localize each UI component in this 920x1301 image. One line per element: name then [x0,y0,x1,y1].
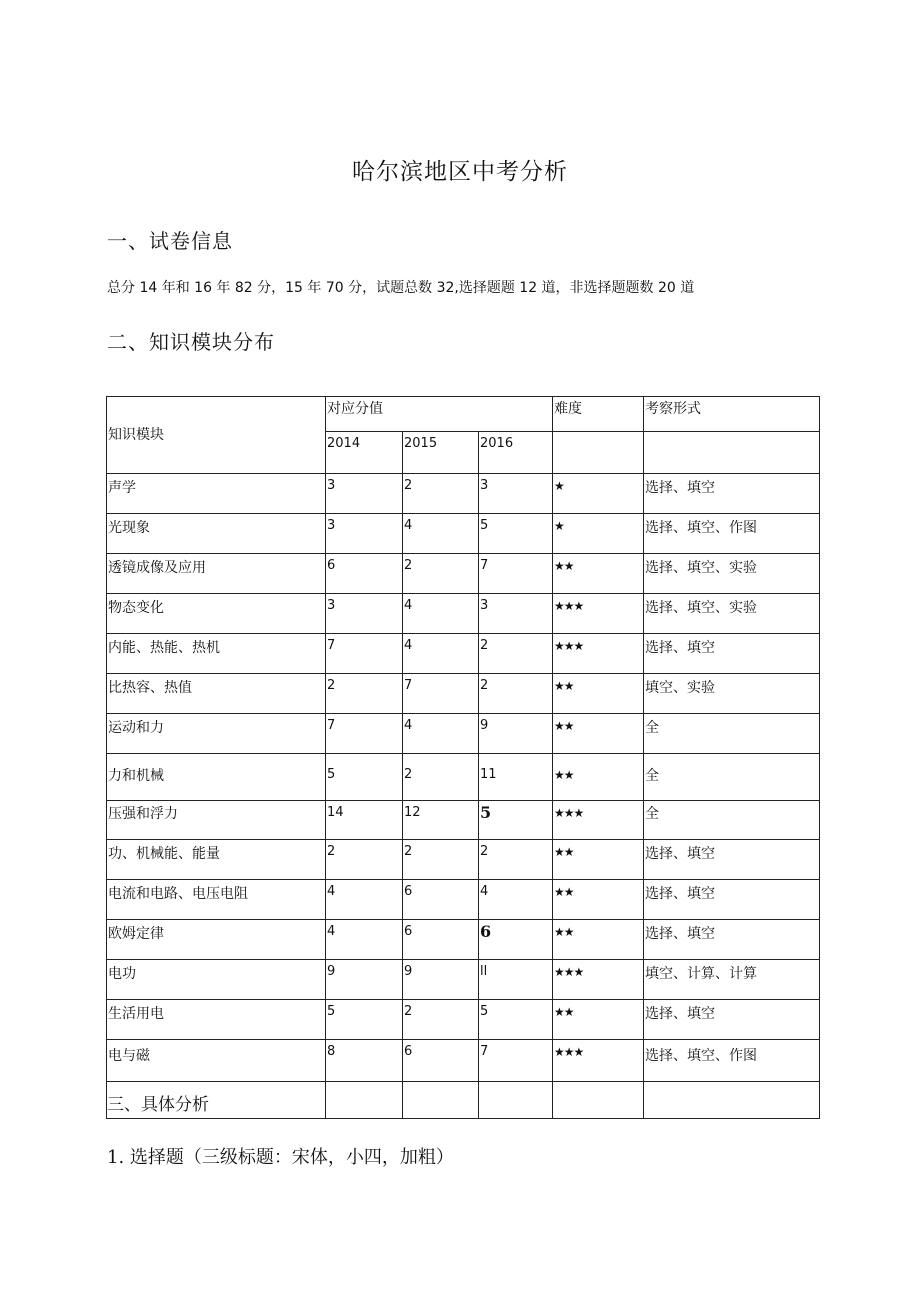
module-cell: 内能、热能、热机 [107,634,326,674]
module-cell: 压强和浮力 [107,801,326,840]
form-cell: 填空、计算、计算 [644,960,820,1000]
module-cell: 力和机械 [107,754,326,801]
section-heading-specific-analysis: 三、具体分析 [107,1095,209,1115]
form-cell: 选择、填空、作图 [644,514,820,554]
header-year-2014: 2014 [326,432,403,474]
score-2016-cell: 2 [479,840,553,880]
module-cell: 功、机械能、能量 [107,840,326,880]
score-2014-cell: 2 [326,840,403,880]
empty-cell [479,1082,553,1119]
header-knowledge-module: 知识模块 [107,397,326,474]
score-2015-cell: 12 [403,801,479,840]
table-row [107,554,820,594]
score-2015-cell: 2 [403,554,479,594]
score-2014-cell: 5 [326,1000,403,1040]
score-2014-cell: 9 [326,960,403,1000]
difficulty-stars: ★★ [553,1000,644,1040]
score-2015-cell: 4 [403,634,479,674]
header-form: 考察形式 [644,397,820,432]
score-2014-cell: 6 [326,554,403,594]
module-cell: 欧姆定律 [107,920,326,960]
header-year-2015: 2015 [403,432,479,474]
score-2016-cell: 2 [479,634,553,674]
empty-cell [403,1082,479,1119]
table-row [107,1000,820,1040]
header-empty-form [644,432,820,474]
table-row [107,714,820,754]
table-row [107,594,820,634]
score-2015-cell: 4 [403,594,479,634]
difficulty-stars: ★★ [553,674,644,714]
table-row [107,514,820,554]
score-2015-cell: 6 [403,880,479,920]
form-cell: 选择、填空、实验 [644,594,820,634]
difficulty-stars: ★ [553,474,644,514]
form-cell: 选择、填空 [644,840,820,880]
score-2016-cell: 4 [479,880,553,920]
score-2014-cell: 3 [326,474,403,514]
score-2016-cell: 3 [479,594,553,634]
score-2016-cell: 7 [479,554,553,594]
table-row [107,920,820,960]
form-cell: 全 [644,714,820,754]
table-row [107,880,820,920]
difficulty-stars: ★★★ [553,634,644,674]
score-2016-cell: 5 [479,801,553,840]
module-cell: 电与磁 [107,1040,326,1082]
score-2016-cell: 11 [479,754,553,801]
module-cell: 声学 [107,474,326,514]
difficulty-stars: ★★★ [553,594,644,634]
knowledge-module-table [106,396,820,1119]
score-2014-cell: 5 [326,754,403,801]
score-2014-cell: 8 [326,1040,403,1082]
module-cell: 生活用电 [107,1000,326,1040]
difficulty-stars: ★★ [553,920,644,960]
table-row [107,960,820,1000]
form-cell: 全 [644,801,820,840]
difficulty-stars: ★★ [553,840,644,880]
form-cell: 选择、填空 [644,634,820,674]
score-2014-cell: 4 [326,880,403,920]
difficulty-stars: ★★ [553,880,644,920]
module-cell: 电流和电路、电压电阻 [107,880,326,920]
score-2016-cell: 5 [479,1000,553,1040]
header-score: 对应分值 [326,397,553,432]
score-2016-cell: 5 [479,514,553,554]
score-2015-cell: 2 [403,840,479,880]
score-2014-cell: 7 [326,714,403,754]
difficulty-stars: ★★★ [553,1040,644,1082]
score-2016-cell: 9 [479,714,553,754]
score-2014-cell: 4 [326,920,403,960]
table-header-row [107,397,820,432]
score-2014-cell: 3 [326,594,403,634]
score-2015-cell: 6 [403,1040,479,1082]
section-heading-exam-info: 一、试卷信息 [107,229,233,253]
empty-cell [326,1082,403,1119]
table-row [107,754,820,801]
score-2016-cell: 6 [479,920,553,960]
header-empty-difficulty [553,432,644,474]
score-2015-cell: 2 [403,1000,479,1040]
form-cell: 全 [644,754,820,801]
header-difficulty: 难度 [553,397,644,432]
table-row [107,840,820,880]
form-cell: 选择、填空、实验 [644,554,820,594]
score-2016-cell: 2 [479,674,553,714]
module-cell: 物态变化 [107,594,326,634]
table-row [107,1040,820,1082]
exam-info-text: 总分 14 年和 16 年 82 分，15 年 70 分，试题总数 32,选择题题 12 道，非选择题题数 20 道 [107,280,695,296]
table-row [107,674,820,714]
section-heading-knowledge-distribution: 二、知识模块分布 [107,330,275,354]
module-cell: 光现象 [107,514,326,554]
module-cell: 运动和力 [107,714,326,754]
score-2016-cell: 3 [479,474,553,514]
score-2014-cell: 7 [326,634,403,674]
form-cell: 填空、实验 [644,674,820,714]
empty-cell [644,1082,820,1119]
score-2015-cell: 4 [403,514,479,554]
form-cell: 选择、填空 [644,880,820,920]
score-2015-cell: 6 [403,920,479,960]
difficulty-stars: ★ [553,514,644,554]
difficulty-stars: ★★ [553,714,644,754]
difficulty-stars: ★★ [553,754,644,801]
score-2014-cell: 3 [326,514,403,554]
score-2016-cell: 7 [479,1040,553,1082]
score-2015-cell: 7 [403,674,479,714]
table-row [107,634,820,674]
form-cell: 选择、填空、作图 [644,1040,820,1082]
form-cell: 选择、填空 [644,920,820,960]
header-year-2016: 2016 [479,432,553,474]
table-row [107,474,820,514]
score-2015-cell: 9 [403,960,479,1000]
score-2015-cell: 4 [403,714,479,754]
difficulty-stars: ★★★ [553,801,644,840]
empty-cell [553,1082,644,1119]
score-2016-cell: ll [479,960,553,1000]
form-cell: 选择、填空 [644,1000,820,1040]
table-empty-row [107,1082,820,1119]
form-cell: 选择、填空 [644,474,820,514]
document-title: 哈尔滨地区中考分析 [352,159,568,185]
score-2014-cell: 14 [326,801,403,840]
subsection-heading-multiple-choice: 1. 选择题（三级标题：宋体，小四，加粗） [107,1147,454,1168]
module-cell: 电功 [107,960,326,1000]
score-2015-cell: 2 [403,474,479,514]
module-cell: 比热容、热值 [107,674,326,714]
score-2015-cell: 2 [403,754,479,801]
module-cell: 透镜成像及应用 [107,554,326,594]
table-row [107,801,820,840]
difficulty-stars: ★★ [553,554,644,594]
score-2014-cell: 2 [326,674,403,714]
difficulty-stars: ★★★ [553,960,644,1000]
